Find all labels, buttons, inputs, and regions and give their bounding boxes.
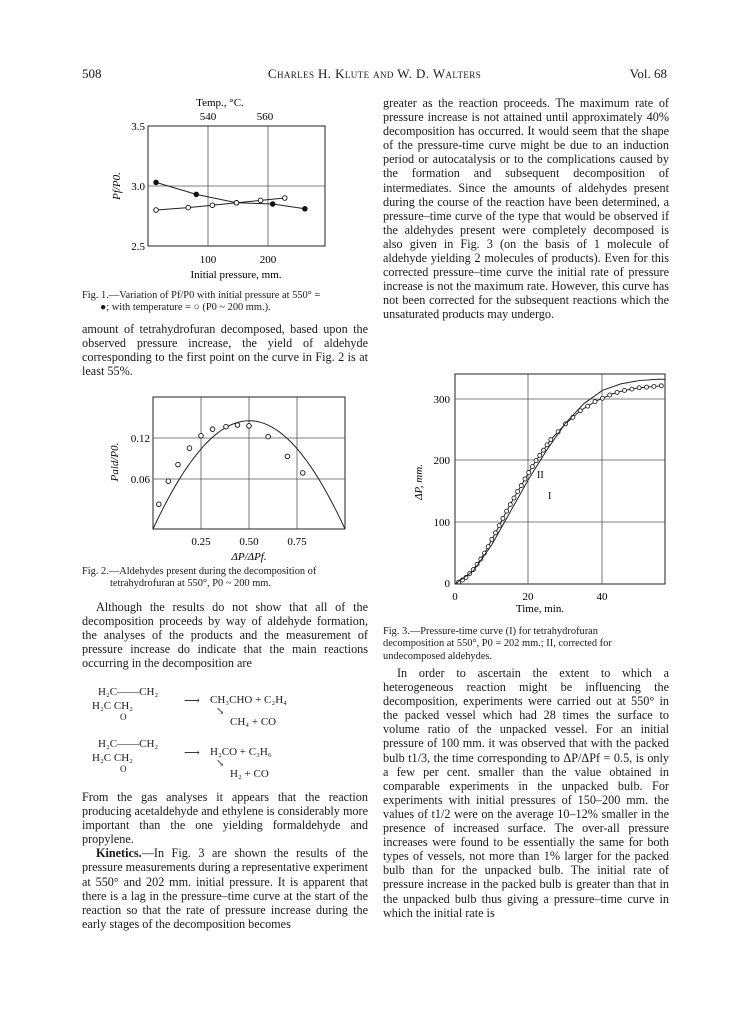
fig3-point bbox=[549, 438, 553, 442]
fig3-y-tick-100: 100 bbox=[433, 517, 450, 529]
figure-1-caption-line: Fig. 1.—Variation of Pf/P0 with initial pressure at 550° = bbox=[82, 290, 321, 301]
fig1-x-tick-200: 200 bbox=[259, 254, 277, 266]
fig1-point-open bbox=[282, 196, 287, 201]
fig3-point bbox=[652, 384, 656, 388]
fig3-curve-label-II: II bbox=[537, 470, 544, 481]
fig2-point bbox=[166, 479, 171, 484]
eq1-ring-top: H₂C——CH₂ bbox=[98, 686, 159, 698]
eq1-sub-arrow: ↘ bbox=[216, 706, 225, 717]
fig3-point bbox=[508, 503, 512, 507]
paragraph-kinetics bbox=[82, 846, 368, 931]
figure-3-chart bbox=[400, 372, 672, 615]
figure-2-caption bbox=[82, 566, 372, 591]
figure-2 bbox=[95, 392, 365, 567]
right-column-top bbox=[383, 96, 669, 322]
fig1-point-open bbox=[154, 208, 159, 213]
fig2-point bbox=[224, 424, 229, 429]
fig3-point bbox=[615, 390, 619, 394]
fig3-point bbox=[630, 387, 634, 391]
fig1-top-tick-560: 560 bbox=[256, 111, 274, 123]
fig3-point bbox=[600, 396, 604, 400]
fig1-y-tick-35: 3.5 bbox=[131, 121, 145, 133]
volume-label: Vol. 68 bbox=[629, 66, 667, 81]
fig3-point bbox=[523, 477, 527, 481]
fig2-y-tick-006: 0.06 bbox=[130, 474, 150, 486]
figure-1-caption bbox=[82, 290, 372, 315]
running-head-authors: Charles H. Klute and W. D. Walters bbox=[267, 66, 482, 81]
eq1-ring-mid: H₂C CH₂ bbox=[92, 700, 133, 712]
fig2-x-tick-025: 0.25 bbox=[191, 536, 211, 548]
fig3-point bbox=[501, 516, 505, 520]
fig2-point bbox=[247, 424, 252, 429]
fig2-point bbox=[266, 434, 271, 439]
eq2-product: H₂CO + C₃H₆ bbox=[210, 746, 272, 758]
fig3-point bbox=[530, 465, 534, 469]
fig3-point bbox=[645, 385, 649, 389]
fig3-x-tick-40: 40 bbox=[596, 591, 608, 603]
eq2-sub-product: H₂ + CO bbox=[230, 768, 269, 780]
fig1-point-filled bbox=[154, 180, 159, 185]
fig3-x-tick-0: 0 bbox=[452, 591, 458, 603]
left-column-bottom bbox=[82, 790, 368, 931]
figure-3-caption-line: Fig. 3.—Pressure-time curve (I) for tetrahydrofuran bbox=[383, 626, 598, 637]
page-header bbox=[82, 66, 667, 82]
figure-2-caption-line: tetrahydrofuran at 550°, P0 ~ 200 mm. bbox=[110, 578, 271, 590]
fig2-point bbox=[199, 433, 204, 438]
fig2-point bbox=[176, 462, 181, 467]
fig1-y-axis-label: Pf/P0. bbox=[111, 172, 123, 200]
fig1-point-open bbox=[234, 201, 239, 206]
reaction-equations bbox=[92, 686, 372, 784]
figure-3-caption bbox=[383, 626, 673, 663]
fig1-point-filled bbox=[303, 207, 308, 212]
fig3-point bbox=[494, 531, 498, 535]
fig3-point bbox=[545, 443, 549, 447]
fig3-point bbox=[637, 386, 641, 390]
fig3-x-axis-label: Time, min. bbox=[515, 603, 565, 615]
fig3-point bbox=[497, 524, 501, 528]
fig2-y-tick-012: 0.12 bbox=[130, 433, 150, 445]
fig3-curve-label-I: I bbox=[548, 491, 552, 502]
eq1-ring-o: O bbox=[120, 712, 127, 722]
fig3-y-tick-300: 300 bbox=[433, 394, 450, 406]
fig2-point bbox=[300, 471, 305, 476]
paragraph: greater as the reaction proceeds. The maximum rate of pressure increase is not attained until approximately 40% decomposition has occurred. It would seem that the shape of the pressure-time curve might be due to an induction period or autocatalysis or to the complications caused by the formation and subsequent decomposition of intermediates. Since the amounts of aldehydes present during the course of the reaction have been determined, a pressure–time curve of the type that would be observed if the aldehydes present were completely decomposed is also given in Fig. 3 (on the basis of 1 molecule of aldehyde yielding 2 molecules of products). Even for this corrected pressure–time curve the initial rate of pressure increase is not the maximum rate. However, this curve has not been corrected for the subsequent reactions which the unsaturated products may undergo. bbox=[383, 96, 669, 322]
figure-1 bbox=[100, 96, 340, 286]
fig3-y-axis-label: ΔP, mm. bbox=[413, 464, 425, 500]
fig2-point bbox=[156, 502, 161, 507]
fig3-point bbox=[593, 400, 597, 404]
fig2-x-axis-label: ΔP/ΔPf. bbox=[231, 551, 267, 563]
kinetics-heading: Kinetics. bbox=[96, 846, 142, 861]
fig3-point bbox=[519, 484, 523, 488]
figure-1-caption-line: ●; with temperature = ○ (P0 ~ 200 mm.). bbox=[100, 302, 271, 314]
fig3-point bbox=[622, 388, 626, 392]
right-column-bottom bbox=[383, 666, 669, 920]
figure-2-chart bbox=[95, 392, 365, 567]
fig3-point bbox=[534, 459, 538, 463]
kinetics-text: —In Fig. 3 are shown the results of the pressure measurements during a representative experiment at 550° and 202 mm. initial pressure. It is apparent that there is a lag in the pressure–time curve at the start of the reaction so that the rate of pressure increase during the early stages of the decomposition becomes bbox=[82, 846, 368, 931]
left-column-middle bbox=[82, 600, 368, 670]
page-number: 508 bbox=[82, 66, 102, 81]
fig3-y-tick-200: 200 bbox=[433, 455, 450, 467]
figure-3-caption-line: undecomposed aldehydes. bbox=[383, 650, 493, 662]
paragraph: amount of tetrahydrofuran decomposed, based upon the observed pressure increase, the yield of aldehyde corresponding to the first point on the curve in Fig. 2 is at least 55%. bbox=[82, 322, 368, 379]
fig1-x-axis-label: Initial pressure, mm. bbox=[190, 269, 282, 281]
figure-3-caption-line: decomposition at 550°, P0 = 202 mm.; II, corrected for bbox=[383, 638, 612, 650]
eq2-ring-top: H₂C——CH₂ bbox=[98, 738, 159, 750]
fig1-y-tick-25: 2.5 bbox=[131, 241, 145, 253]
fig1-top-tick-540: 540 bbox=[199, 111, 217, 123]
fig1-y-tick-30: 3.0 bbox=[131, 181, 145, 193]
fig3-point bbox=[516, 489, 520, 493]
fig1-x-tick-100: 100 bbox=[199, 254, 217, 266]
figure-2-caption-line: Fig. 2.—Aldehydes present during the decomposition of bbox=[82, 566, 317, 577]
figure-1-chart bbox=[100, 96, 340, 286]
fig1-point-open bbox=[258, 198, 263, 203]
eq2-ring-mid: H₂C CH₂ bbox=[92, 752, 133, 764]
fig1-point-filled bbox=[194, 192, 199, 197]
fig1-point-open bbox=[186, 205, 191, 210]
fig3-curve-I bbox=[459, 386, 662, 582]
fig1-point-open bbox=[210, 203, 215, 208]
fig1-top-axis-label: Temp., °C. bbox=[196, 97, 244, 109]
fig2-point bbox=[235, 423, 240, 428]
fig3-point bbox=[659, 384, 663, 388]
paragraph: Although the results do not show that all of the decomposition proceeds by way of aldehyde formation, the analyses of the products and the measurement of pressure increase do indicate that the main reactions occurring in the decomposition are bbox=[82, 600, 368, 671]
fig3-x-tick-20: 20 bbox=[522, 591, 534, 603]
fig2-x-tick-075: 0.75 bbox=[287, 536, 307, 548]
paragraph: In order to ascertain the extent to which a heterogeneous reaction might be influencing the decomposition, experiments were carried out at 550° in the packed vessel which had 28 times the surface to volume ratio of the unpacked vessel. For an initial pressure of 100 mm. it was observed that with the packed bulb t1/3, the time corresponding to ΔP/ΔPf = 0.5, is only a few per cent. smaller than the value obtained in comparable experiments in the unpacked bulb. For experiments with initial pressures of 150–200 mm. the values of t1/2 were on the average 10–12% smaller in the presence of increased surface. The over-all pressure increases were found to be essentially the same for both types of vessels, not more than 1% larger for the packed bulb than for the unpacked bulb. The initial rate of pressure increase in the packed bulb is greater than that in the unpacked bulb thus giving a pressure–time curve in which the initial rate is bbox=[383, 666, 669, 920]
fig2-x-tick-050: 0.50 bbox=[239, 536, 259, 548]
eq2-sub-arrow: ↘ bbox=[216, 758, 225, 769]
eq2-arrow: ⟶ bbox=[184, 747, 200, 759]
fig3-point bbox=[490, 537, 494, 541]
eq1-sub-product: CH₄ + CO bbox=[230, 716, 277, 728]
fig3-point bbox=[505, 509, 509, 513]
fig3-point bbox=[538, 453, 542, 457]
left-column-top bbox=[82, 322, 368, 378]
fig3-point bbox=[586, 404, 590, 408]
fig3-point bbox=[512, 496, 516, 500]
figure-3 bbox=[400, 372, 672, 615]
paragraph: From the gas analyses it appears that the reaction producing acetaldehyde and ethylene is considerably more important than the one yielding formaldehyde and propylene. bbox=[82, 790, 368, 847]
fig3-point bbox=[541, 448, 545, 452]
fig2-point bbox=[210, 427, 215, 432]
eq1-arrow: ⟶ bbox=[184, 695, 200, 707]
fig2-y-axis-label: Pald/P0. bbox=[109, 442, 121, 482]
fig3-point bbox=[608, 393, 612, 397]
fig3-y-tick-0: 0 bbox=[444, 578, 450, 590]
fig2-point bbox=[187, 446, 192, 451]
fig3-point bbox=[527, 470, 531, 474]
fig2-point bbox=[285, 454, 290, 459]
eq1-product: CH₃CHO + C₂H₄ bbox=[210, 694, 287, 706]
fig1-point-filled bbox=[270, 202, 275, 207]
eq2-ring-o: O bbox=[120, 764, 127, 774]
